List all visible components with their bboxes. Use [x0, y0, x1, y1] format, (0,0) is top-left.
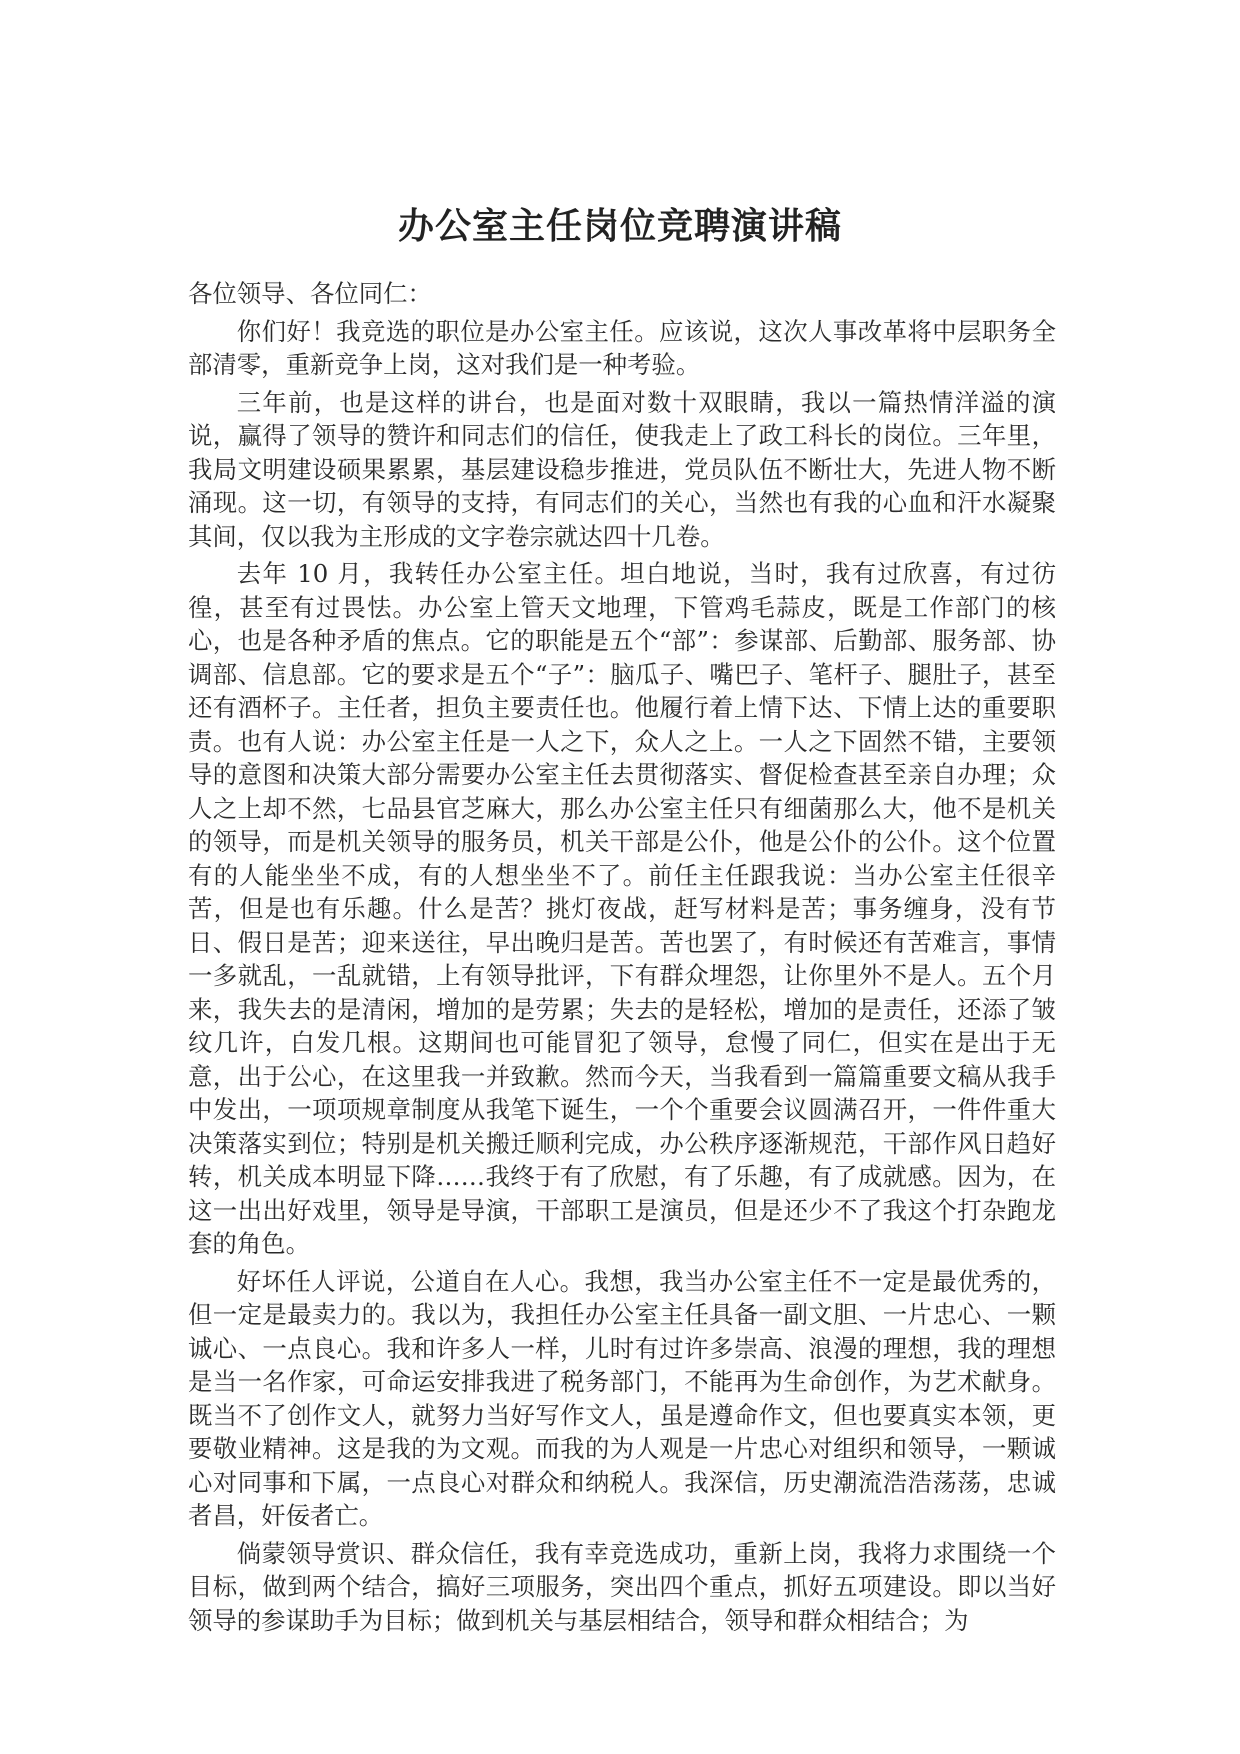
document-body [188, 277, 1056, 1641]
paragraph: 好坏任人评说，公道自在人心。我想，我当办公室主任不一定是最优秀的，但一定是最卖力的。我以为，我担任办公室主任具备一副文胆、一片忠心、一颗诚心、一点良心。我和许多人一样，儿时有过许多崇高、浪漫的理想，我的理想是当一名作家，可命运安排我进了税务部门，不能再为生命创作，为艺术献身。既当不了创作文人，就努力当好写作文人，虽是遵命作文，但也要真实本领，更要敬业精神。这是我的为文观。而我的为人观是一片忠心对组织和领导，一颗诚心对同事和下属，一点良心对群众和纳税人。我深信，历史潮流浩浩荡荡，忠诚者昌，奸佞者亡。 [188, 1266, 1056, 1530]
paragraph: 三年前，也是这样的讲台，也是面对数十双眼睛，我以一篇热情洋溢的演说，赢得了领导的赞许和同志们的信任，使我走上了政工科长的岗位。三年里，我局文明建设硕果累累，基层建设稳步推进，党员队伍不断壮大，先进人物不断涌现。这一切，有领导的支持，有同志们的关心，当然也有我的心血和汗水凝聚其间，仅以我为主形成的文字卷宗就达四十几卷。 [188, 387, 1056, 551]
paragraph: 去年 10 月，我转任办公室主任。坦白地说，当时，我有过欣喜，有过彷徨，甚至有过畏怯。办公室上管天文地理，下管鸡毛蒜皮，既是工作部门的核心，也是各种矛盾的焦点。它的职能是五个“部”：参谋部、后勤部、服务部、协调部、信息部。它的要求是五个“子”：脑瓜子、嘴巴子、笔杆子、腿肚子，甚至还有酒杯子。主任者，担负主要责任也。他履行着上情下达、下情上达的重要职责。也有人说：办公室主任是一人之下，众人之上。一人之下固然不错，主要领导的意图和决策大部分需要办公室主任去贯彻落实、督促检查甚至亲自办理；众人之上却不然，七品县官芝麻大，那么办公室主任只有细菌那么大，他不是机关的领导，而是机关领导的服务员，机关干部是公仆，他是公仆的公仆。这个位置有的人能坐坐不成，有的人想坐坐不了。前任主任跟我说：当办公室主任很辛苦，但是也有乐趣。什么是苦？挑灯夜战，赶写材料是苦；事务缠身，没有节日、假日是苦；迎来送往，早出晚归是苦。苦也罢了，有时候还有苦难言，事情一多就乱，一乱就错，上有领导批评，下有群众埋怨，让你里外不是人。五个月来，我失去的是清闲，增加的是劳累；失去的是轻松，增加的是责任，还添了皱纹几许，白发几根。这期间也可能冒犯了领导，怠慢了同仁，但实在是出于无意，出于公心，在这里我一并致歉。然而今天，当我看到一篇篇重要文稿从我手中发出，一项项规章制度从我笔下诞生，一个个重要会议圆满召开，一件件重大决策落实到位；特别是机关搬迁顺利完成，办公秩序逐渐规范，干部作风日趋好转，机关成本明显下降……我终于有了欣慰，有了乐趣，有了成就感。因为，在这一出出好戏里，领导是导演，干部职工是演员，但是还少不了我这个打杂跑龙套的角色。 [188, 559, 1056, 1258]
document-title: 办公室主任岗位竞聘演讲稿 [397, 206, 842, 247]
salutation: 各位领导、各位同仁： [188, 279, 432, 308]
paragraph: 倘蒙领导赏识、群众信任，我有幸竞选成功，重新上岗，我将力求围绕一个目标，做到两个结合，搞好三项服务，突出四个重点，抓好五项建设。即以当好领导的参谋助手为目标；做到机关与基层相结合，领导和群众相结合；为 [188, 1538, 1056, 1635]
paragraph: 你们好！我竞选的职位是办公室主任。应该说，这次人事改革将中层职务全部清零，重新竞争上岗，这对我们是一种考验。 [188, 316, 1056, 379]
